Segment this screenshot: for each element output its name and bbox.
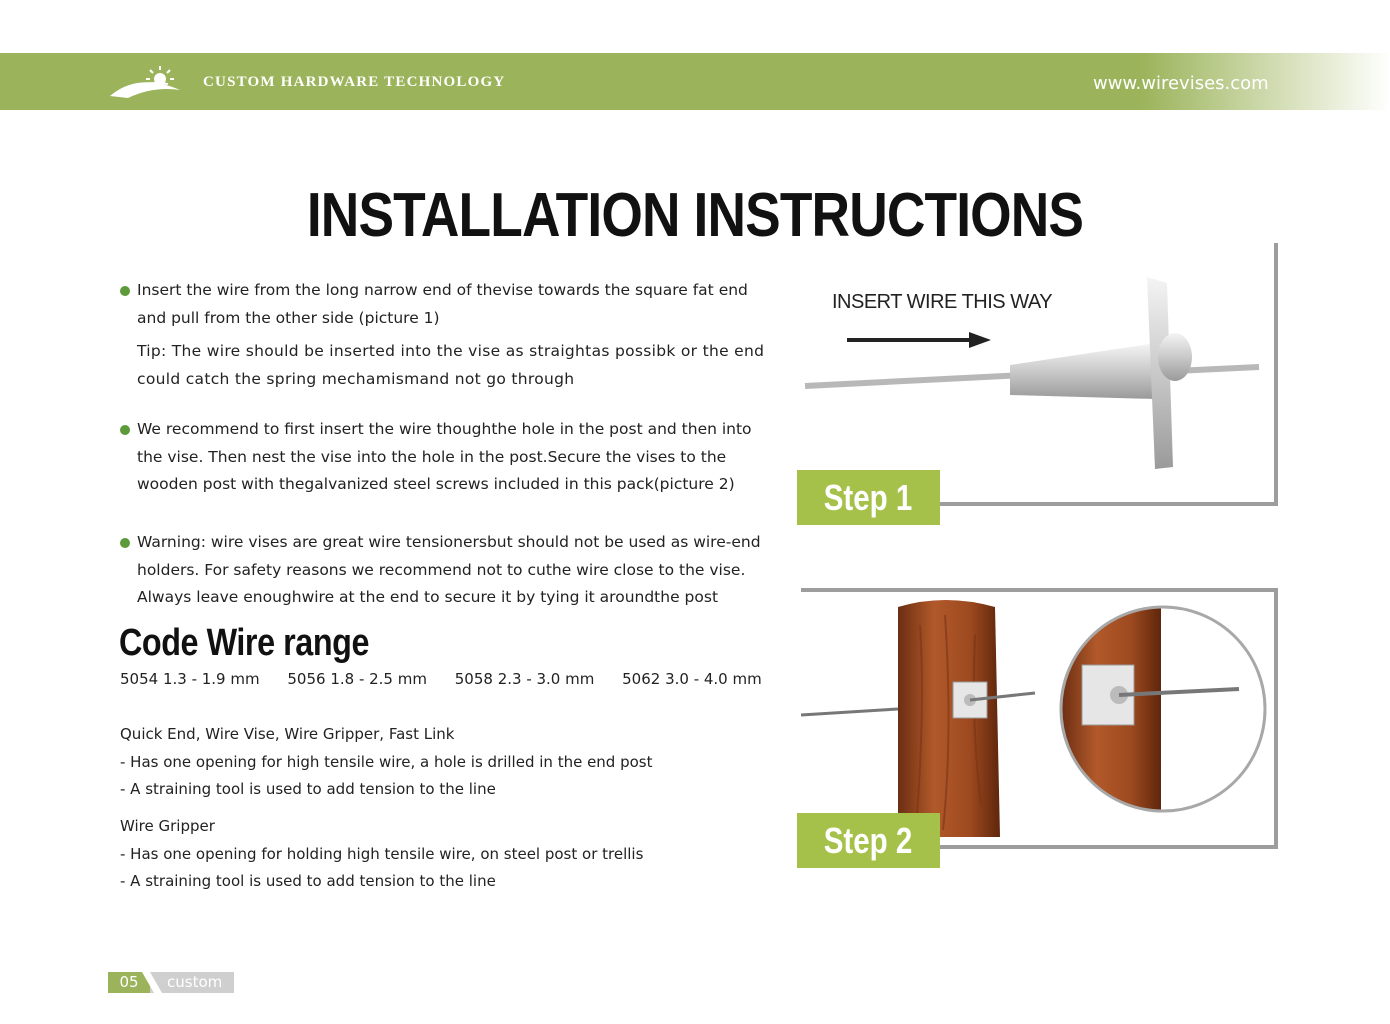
website-link[interactable]: www.wirevises.com	[1093, 73, 1269, 94]
page-title: INSTALLATION INSTRUCTIONS	[306, 181, 1084, 250]
step-2-text: Step 2	[824, 820, 913, 861]
bullet-text: Insert the wire from the long narrow end of thevise towards the square fat end and pull from the other side (picture 1)	[137, 281, 748, 327]
wire-range-item: 5054 1.3 - 1.9 mm	[120, 670, 260, 688]
bullet-text: We recommend to first insert the wire thoughthe hole in the post and then into the vise. Then nest the vise into the hole in the post.Secure the vises to the wooden post with thegalvanized steel screws included in this pack(picture 2)	[137, 420, 752, 493]
tip-text: Tip: The wire should be inserted into the vise as straightas possibk or the end could catch the spring mechamismand not go through	[137, 342, 765, 388]
wire-range-item: 5058 2.3 - 3.0 mm	[454, 670, 595, 688]
product-block-line: - Has one opening for holding high tensile wire, on steel post or trellis	[120, 844, 644, 863]
page-number: 05	[108, 972, 150, 993]
wire-range-list	[120, 670, 785, 688]
sun-leaf-logo-icon	[108, 62, 188, 102]
instruction-bullet-2	[120, 416, 780, 499]
instruction-bullet-3	[120, 529, 780, 612]
bullet-text: Warning: wire vises are great wire tensionersbut should not be used as wire-end holders. For safety reasons we recommend not to cuthe wire close to the vise. Always leave enoughwire at the end to secure it by tying it aroundthe post	[137, 533, 761, 606]
step-2-label	[797, 813, 940, 868]
footer-word: custom	[150, 972, 234, 993]
product-block-line: - A straining tool is used to add tension to the line	[120, 780, 496, 798]
product-block-line: - Has one opening for high tensile wire, a hole is drilled in the end post	[120, 752, 653, 771]
product-block-title: Wire Gripper	[120, 817, 215, 835]
wire-range-item: 5062 3.0 - 4.0 mm	[622, 670, 762, 688]
insert-wire-caption: INSERT WIRE THIS WAY	[832, 291, 1053, 313]
product-block-line: - A straining tool is used to add tension to the line	[120, 872, 496, 890]
bullet-dot-icon	[120, 286, 130, 296]
step-1-text: Step 1	[824, 477, 913, 518]
step-1-label	[797, 470, 940, 525]
instruction-bullet-1	[120, 277, 780, 332]
brand-name: CUSTOM HARDWARE TECHNOLOGY	[203, 74, 506, 90]
bullet-dot-icon	[120, 425, 130, 435]
code-wire-range-heading: Code Wire range	[119, 622, 369, 664]
product-block-1	[120, 721, 653, 804]
footer-divider-icon	[142, 972, 162, 993]
wire-range-item: 5056 1.8 - 2.5 mm	[287, 670, 427, 688]
product-block-2	[120, 813, 643, 896]
bullet-dot-icon	[120, 538, 130, 548]
product-block-title: Quick End, Wire Vise, Wire Gripper, Fast Link	[120, 725, 455, 743]
